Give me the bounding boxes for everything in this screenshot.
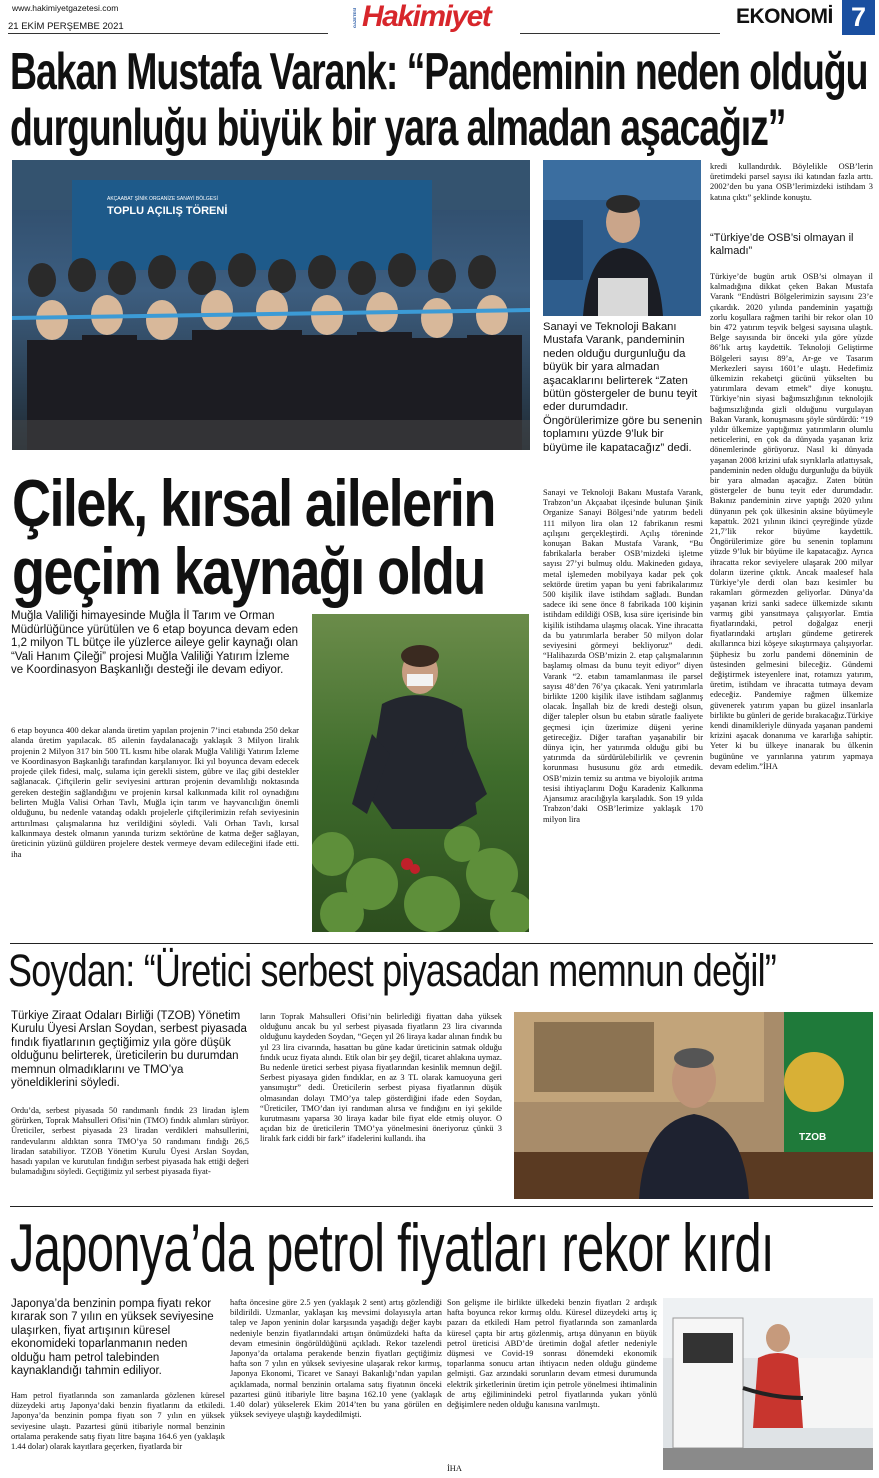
article1-column2-top: kredi kullandırdık. Böylelikle OSB’lerin üretimdeki parsel sayısı iki katından fazla arttı. 2002’den bu yana OSB’lerimizdeki istihdam 3 katına çıktı” şeklinde konuştu. bbox=[710, 162, 873, 202]
article2-body: 6 etap boyunca 400 dekar alanda üretim yapılan projenin 7’inci etabında 250 dekar alanda üretim yapılacak. 85 ailenin faydalanacağı yaklaşık 3 Milyon liralık projenin 2 Milyon 317 bin 500 TL kısmı hibe olarak Muğla Valiliği Yatırım İzleme ve Koordinasyon Başkanlığı tarafından karşılanıyor. İki yıl boyunca devam edecek projede çilek fidesi, malç, sulama için gerekli sistem, gübre ve ilaç gibi destekler sağlanacak. Çiftçilerin gelir seviyesini arttıran projenin devamlılığı noktasında gereken desteğin sağlandığını ve projenin kırsal kalkınmada kilit rol oynadığını belirten Muğla Valisi Orhan Tavlı, Muğla için tarım ve hayvancılığın önemli olduğunu, bu nedenle vatandaş odaklı projelerle çiftçilerimizin refah seviyesinin arttırılması çalışmalarına hız verildiğini söyledi. Vali Orhan Tavlı, kırsal kalkınmaya destek olmanın yanında turizm sektörüne de katma değer sağlayan, üreticinin yüzünü güldüren projelere destek vermeye devam edileceğini ifade etti. iha bbox=[11, 725, 299, 859]
article4-lead: Japonya’da benzinin pompa fiyatı rekor kırarak son 7 yılın en yüksek seviyesine ulaşırken, fiyat artışının küresel ekonomideki toparlanmanın neden olduğu ham petrol talebinden kaynaklandığı tahmin ediliyor. bbox=[11, 1298, 214, 1378]
article3-column2: ların Toprak Mahsulleri Ofisi’nin belirlediği fiyattan daha yüksek olduğunu ancak bu yıl serbest piyasada fiyatların 23 lira civarında olduğunu kaydeden Soydan, “Geçen yıl 26 liraya kadar alınan fındık bu yıl 23 lira civarında, hasattan bu güne kadar üreticinin satmak olduğu fındık ucuz fiyata alındı. Etik olan bir şey değil, ticaret ahlakına uymaz. Bu nedenle üretici serbest piyasa fiyatlarından kesinlik memnun değil. Serbest piyasaya giden fındıklar, en az 3 TL olarak kamuoyuna geri yansımıştır” dedi. Üreticilerin serbest piyasa fiyatlarının düşük olmasından dolayı TMO’ya talep gösterdiğini ifade eden Soydan, “Üreticiler, TMO’dan iyi randıman alırsa ve fındığını en iyi şekilde kurutmasını yaparsa 30 liraya kadar bile fiyat elde etmiş oluyor. O açıdan biz de üreticilerin TMO’ya yönelmesini öneriyoruz çünkü 3 liralık fark ciddi bir fark” ifadelerini kullandı. iha bbox=[260, 1012, 502, 1144]
photo-banner-subtitle: AKÇAABAT ŞİNİK ORGANİZE SANAYİ BÖLGESİ bbox=[107, 196, 218, 202]
article4-column1: Ham petrol fiyatlarında son zamanlarda gözlenen küresel düzeydeki artış Japonya’daki benzin fiyatlarını da etkiledi. Japonya’da benzinin pompa fiyatı son 7 yılın en yüksek seviyesine ulaştı. Pazartesi günü itibariyle normal benzinin ortalama perakende satış fiyatı litre başına 164.6 yen (yaklaşık 1.44 dolar) olarak kayıtlara geçerken, fiyatlarda bir bbox=[11, 1391, 225, 1452]
article4-column3: Son gelişme ile birlikte ülkedeki benzin fiyatları 2 ardışık hafta boyunca rekor kırmış oldu. Küresel düzeydeki artış iç pazarı da etkiledi Ham petrol fiyatlarında son zamanlarda küresel çapta bir artış gözlenmiş, artışa dünyanın en büyük petrol üreticisi ABD’de üretimin doğal afetler nedeniyle düşmesi ve Covid-19 sonrası dönemdeki ekonomik toparlanma sonucu artan ihtiyacın neden olduğu gündeme gelmişti. Gaz arzındaki sorunların devam etmesi durumunda elektrik şirketlerinin üretim için petrole yönelmesi ihtimalinin de artış eğiliminindeki petrol fiyatlarında yukarı yönlü değişimlere neden olduğu kanısına varılmıştı. bbox=[447, 1298, 657, 1410]
article3-headline: Soydan: “Üretici serbest piyasadan memnun değil” bbox=[8, 945, 776, 996]
article4-headline: Japonya’da petrol fiyatları rekor kırdı bbox=[10, 1210, 774, 1286]
issue-date: 21 EKİM PERŞEMBE 2021 bbox=[8, 21, 124, 32]
article3-column1: Ordu’da, serbest piyasada 50 randımanlı fındık 23 liradan işlem görürken, Toprak Mahsulleri Ofisi’nin (TMO) fındık alımları sürüyor. Üreticiler, serbest piyasada 23 liradan verdikleri mahsullerini, randevularını aldıktan sonra TMO’ya 50 randımanı fındığı 26,5 liradan satabiliyor. TZOB Yönetim Kurulu Üyesi Arslan Soydan, hasadı yapılan ve kurutulan fındığın serbest piyasada hak ettiği değeri bulamadığını söyledi. Geçtiğimiz yıl serbest piyasada fiyat- bbox=[11, 1106, 249, 1177]
fuel-pump-photo bbox=[663, 1298, 873, 1470]
section-label: EKONOMİ bbox=[736, 5, 833, 28]
website-url[interactable]: www.hakimiyetgazetesi.com bbox=[12, 3, 119, 13]
minister-photo-caption: Sanayi ve Teknoloji Bakanı Mustafa Varank, pandeminin neden olduğu durgunluğu da büyük bir yara almadan aşacaklarını belirterek “Zaten bütün göstergeler de bunu teyit eder durumdadır. Öngörülerimize göre bu senenin toplamını yüzde 9’luk bir büyüme ile kapatacağız” dedi. bbox=[543, 321, 703, 454]
opening-ceremony-photo bbox=[12, 160, 530, 450]
section-divider-4 bbox=[10, 1206, 873, 1207]
page-number bbox=[842, 0, 875, 35]
article1-subhead: “Türkiye’de OSB’si olmayan il kalmadı” bbox=[710, 232, 854, 257]
header-underline bbox=[8, 33, 328, 34]
article4-signature: İHA bbox=[447, 1464, 462, 1473]
article1-column1: Sanayi ve Teknoloji Bakanı Mustafa Varank, Trabzon’un Akçaabat ilçesinde bulunan Şinik Organize Sanayi Bölgesi’nde yatırım bedeli 111 milyon lira olan 12 fabrikanın resmi açılışını gerçekleştirdi. Açılış töreninde konuşan Bakan Mustafa Varank, “Bu fabrikalarla beraber OSB’mizdeki işletme sayısı 27’yi bulmuş oldu. Makineden gıdaya, metal işlemeden mobilyaya kadar pek çok sektörde üretim yapan bu yeni fabrikalarımız 500 kişilik ilave istihdam sağladı. Bundan sadece iki sene önce 8 fabrikada 100 kişinin istihdam edildiği OSB, kısa süre içerisinde bin kişilik istihdama ulaşmış olacak. Yine ihracatta da bu yatırımlarla beraber 50 milyon dolar seviyesini görmeyi bekliyoruz” dedi. “Halihazırda OSB’mizin 2. etap çalışmalarının başlamış olması da bunu teyit ediyor” diyen Varank “2. etabın tamamlanması ile parsel sayısı 48’den 76’ya çıkacak. Yeni yatırımlarla birlikte 1200 kişilik ilave istihdam sağlanmış olacak. İnşallah biz de kredi desteği olsun, diğer talepler olsun bu etabın süratle faaliyete geçmesi için üzerimize düşeni yerine getireceğiz. Diğer taraftan yaşanabilir bir dünya için, her yatırımda olduğu gibi bu yatırımda da sürdürülebilirlik ve çevrenin korunması hususunu göz ardı etmedik. OSB’mizin temiz su arıtma ve biyolojik arıtma tesisi ihtiyaçlarını Doğu Karadeniz Kalkınma Ajansımız aracılığıyla karşıladık. Son 19 yılda Trabzon’daki OSB’lerimize yaklaşık 170 milyon lira bbox=[543, 488, 703, 824]
page-number-text: 7 bbox=[850, 2, 867, 32]
arslan-soydan-photo bbox=[514, 1012, 873, 1199]
article3-lead: Türkiye Ziraat Odaları Birliği (TZOB) Yönetim Kurulu Üyesi Arslan Soydan, serbest piyasada fındık fiyatlarının geçtiğimiz yıla göre düşük olduğunu belirterek, üreticilerin bu durumdan memnun olmadıklarını ve TMO’ya yöneldiklerini söyledi. bbox=[11, 1010, 247, 1090]
strawberry-field-photo bbox=[312, 614, 529, 932]
logo-side-text: GAZETESİ bbox=[352, 8, 357, 29]
minister-podium-photo bbox=[543, 160, 701, 316]
article1-headline-line1: Bakan Mustafa Varank: “Pandeminin neden olduğu bbox=[10, 43, 868, 101]
header-underline-right bbox=[520, 33, 720, 34]
photo-banner-title: TOPLU AÇILIŞ TÖRENİ bbox=[107, 205, 228, 217]
tzob-flag-text: TZOB bbox=[799, 1132, 827, 1143]
newspaper-logo bbox=[348, 0, 518, 37]
article2-headline-line2: geçim kaynağı oldu bbox=[12, 534, 485, 608]
article1-column2-bottom: Türkiye’de bugün artık OSB’si olmayan il kalmadığına dikkat çeken Bakan Mustafa Varank “Endüstri Bölgelerimizin sayısını 23’e çıkardık. 2020 yılında pandeminin yaşattığı zorlu koşullara rağmen tarihi bir rekor olan 10 bin 472 yatırım teşvik belgesi sayısına ulaştık. Belge sayısında bir önceki yıla göre yüzde 86’lık artış kaydettik. Teknoloji Geliştirme Bölgeleri sayısı 89’a, Ar-ge ve Tasarım Merkezleri sayısı 1601’e ulaştı. Hedefimiz ülkemizin rekabetçi gücünü yükselten bu yatırımlara devam etmek” diye konuştu. Türkiye’nin siyasi bağımsızlığının teknolojik bağımsızlığında gizli olduğunu vurgulayan Bakan Varank, konuşmasını şöyle sürdürdü: “19 yıldır ülkemize yaptığımız yatırımların olumlu neticelerini, en çok da dünyada yaşanan kriz dönemlerinde görüyoruz. Nasıl ki dünyada yaşanan 2008 krizini ufak sıyrıklarla atlattıysak, pandeminin neden olduğu durgunluğu da büyük bir yara almadan aşacağız. Zaten bütün göstergeler de bunu teyit eder durumdadır. Bakınız pandeminin zirve yaptığı 2020 yılını dünyanın pek çok ülkesinin aksine büyümeyle kapattık. 2021 yılının ikinci çeyreğinde yüzde 21,7’lik rekor büyüme kaydettik. Öngörülerimize göre bu senenin toplamını yüzde 9’luk bir büyüme ile kapatacağız. Ayrıca ihracatta rekor seviyelere ulaşarak 200 milyar doların üzerine çıktık. Ancak maalesef hala Türkiye’yle derdi olan bazı kesimler bu rakamları görmezden geliyorlar. Dünya’da yaşanan krizi sanki sadece ülkemizde sıkıntı varmış gibi yansıtmaya çalışıyorlar. Emtia fiyatlarındaki, petrol doğalgaz enerji fiyatlarındaki artışları gündeme getirerek akıllarınca bizi köşeye sıkıştırmaya çalışıyorlar. Şüphesiz bu zorlu pandemi döneminin de üstesinden gelmesini bileceğiz. Gündemi değiştirmek isteyenlere inat, rotamızı yatırım, üretim, istihdam ve ihracatta tutmaya devam edeceğiz. Pandemiye rağmen ülkemize güvenerek yatırım yapan bu güzel insanlarla birlikte bu günleri de geride bırakacağız.Türkiye kendi dinamikleriyle dünyada yaşanan pandemi krizini aşacak donanıma ve kararlığa sahiptir. Yeter ki bu ülkeye inanarak bu ülkenin bugününe ve yarınlarına yatırım yapmaya devam edelim.”İHA bbox=[710, 272, 873, 771]
article4-column2: hafta öncesine göre 2.5 yen (yaklaşık 2 sent) artış gözlendiği bildirildi. Uzmanlar, yaklaşan kış mevsimi dolayısıyla artan talep ve Japon yeninin dolar karşısında yaşadığı değer kaybı nedeniyle benzin fiyatlarındaki artışın önümüzdeki hafta da devam etmesinin öngörüldüğünü açıkladı. Rekor tazelendi Japonya’da ortalama perakende benzin fiyatları geçtiğimiz hafta son 7 yılın en yüksek seviyesine ulaşarak rekor kırmış, Japonya Ekonomi, Ticaret ve Sanayi Bakanlığı’ndan yapılan açıklamada, normal benzinin ortalama satış fiyatının önceki pazartesi günü itibariyle litre başına 162.10 yene (yaklaşık 1.40 dolar) yükselerek Ekim 2014’ten bu yana görülen en yüksek seviyeye ulaştığı kaydedilmişti. bbox=[230, 1298, 442, 1420]
article1-headline-line2: durgunluğu büyük bir yara almadan aşacağız” bbox=[10, 99, 786, 157]
article2-headline-line1: Çilek, kırsal ailelerin bbox=[12, 466, 495, 540]
article2-lead: Muğla Valiliği himayesinde Muğla İl Tarım ve Orman Müdürlüğünce yürütülen ve 6 etap boyunca devam eden 1,2 milyon TL bütçe ile yüzlerce aileye gelir kaynağı olan “Vali Hanım Çileği” projesi Muğla Valiliği Yatırım İzleme ve Koordinasyon Başkanlığı desteği ile devam ediyor. bbox=[11, 610, 299, 677]
logo-text: Hakimiyet bbox=[362, 0, 491, 33]
